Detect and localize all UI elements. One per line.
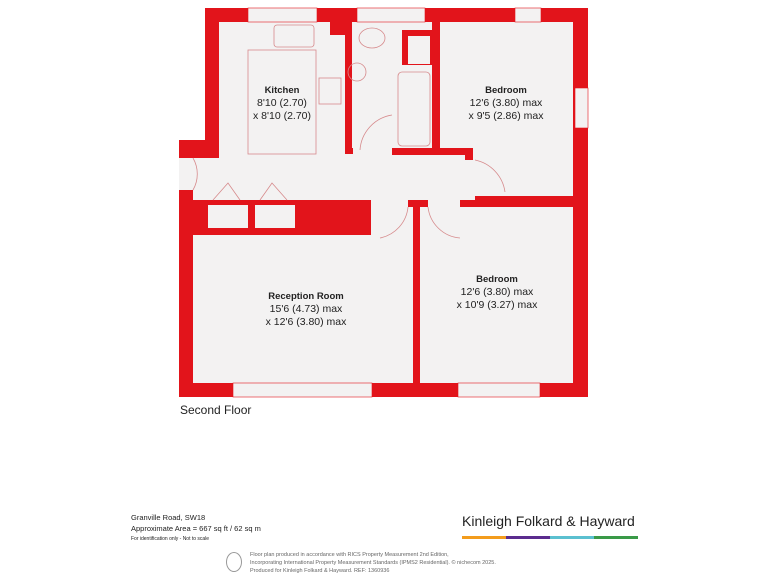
room-dim: x 8'10 (2.70) [252,110,312,122]
room-dim: 15'6 (4.73) max [269,303,343,315]
room-dim: x 9'5 (2.86) max [468,110,544,122]
bath-bottom-wall [392,148,473,155]
brand-bar-cyan [550,536,594,539]
room-label-bedroom2 [457,273,538,312]
room-label-reception [266,290,347,329]
room-name: Kitchen [264,85,300,96]
property-info [131,512,261,545]
bedroom-window-top [515,8,541,22]
kitchen-left-wall [205,8,219,158]
legal-line: Floor plan produced in accordance with RICS Property Measurement 2nd Edition, [250,552,449,558]
reception-window [233,383,372,397]
bedroom2-top-wall [460,200,575,207]
reception-bedroom-wall [413,200,420,383]
bathroom-window [357,8,425,22]
wall-stub [465,148,473,160]
bath-bedroom-wall [432,22,440,154]
room-name: Reception Room [268,291,344,302]
left-wall [179,190,193,397]
right-wall [573,8,588,397]
cupboard [255,205,295,228]
area: Approximate Area = 667 sq ft / 62 sq m [131,524,261,533]
cupboard [208,205,248,228]
room-dim: x 10'9 (3.27) max [456,299,538,311]
entrance-wall [179,140,219,158]
bedroom-window-side [575,88,588,128]
room-dim: x 12'6 (3.80) max [265,316,347,328]
legal-line: Produced for Kinleigh Folkard & Hayward. REF: 1360936 [250,568,390,574]
room-dim: 12'6 (3.80) max [460,286,534,298]
wall-bump [330,22,347,35]
cupboard [408,36,430,64]
kitchen-window [248,8,317,22]
room-name: Bedroom [485,85,527,96]
brand-bar-orange [462,536,506,539]
brand-bar-green [594,536,638,539]
kitchen-bath-wall [345,22,352,154]
wall-stub [345,148,353,154]
person-icon [226,552,242,572]
brand-name: Kinleigh Folkard & Hayward [462,513,635,529]
legal-text [250,551,496,575]
room-label-kitchen [253,84,311,123]
room-dim: 8'10 (2.70) [257,97,307,109]
room-dim: 12'6 (3.80) max [469,97,543,109]
disclaimer: For identification only - Not to scale [131,536,210,542]
room-label-bedroom1 [469,84,544,123]
address: Granville Road, SW18 [131,513,206,522]
floor-name: Second Floor [180,403,252,417]
brand-bar-purple [506,536,550,539]
legal-line: Incorporating International Property Measurement Standards (IPMS2 Residential). © nichecom 2025. [250,560,496,566]
bedroom2-window [458,383,540,397]
room-name: Bedroom [476,274,518,285]
